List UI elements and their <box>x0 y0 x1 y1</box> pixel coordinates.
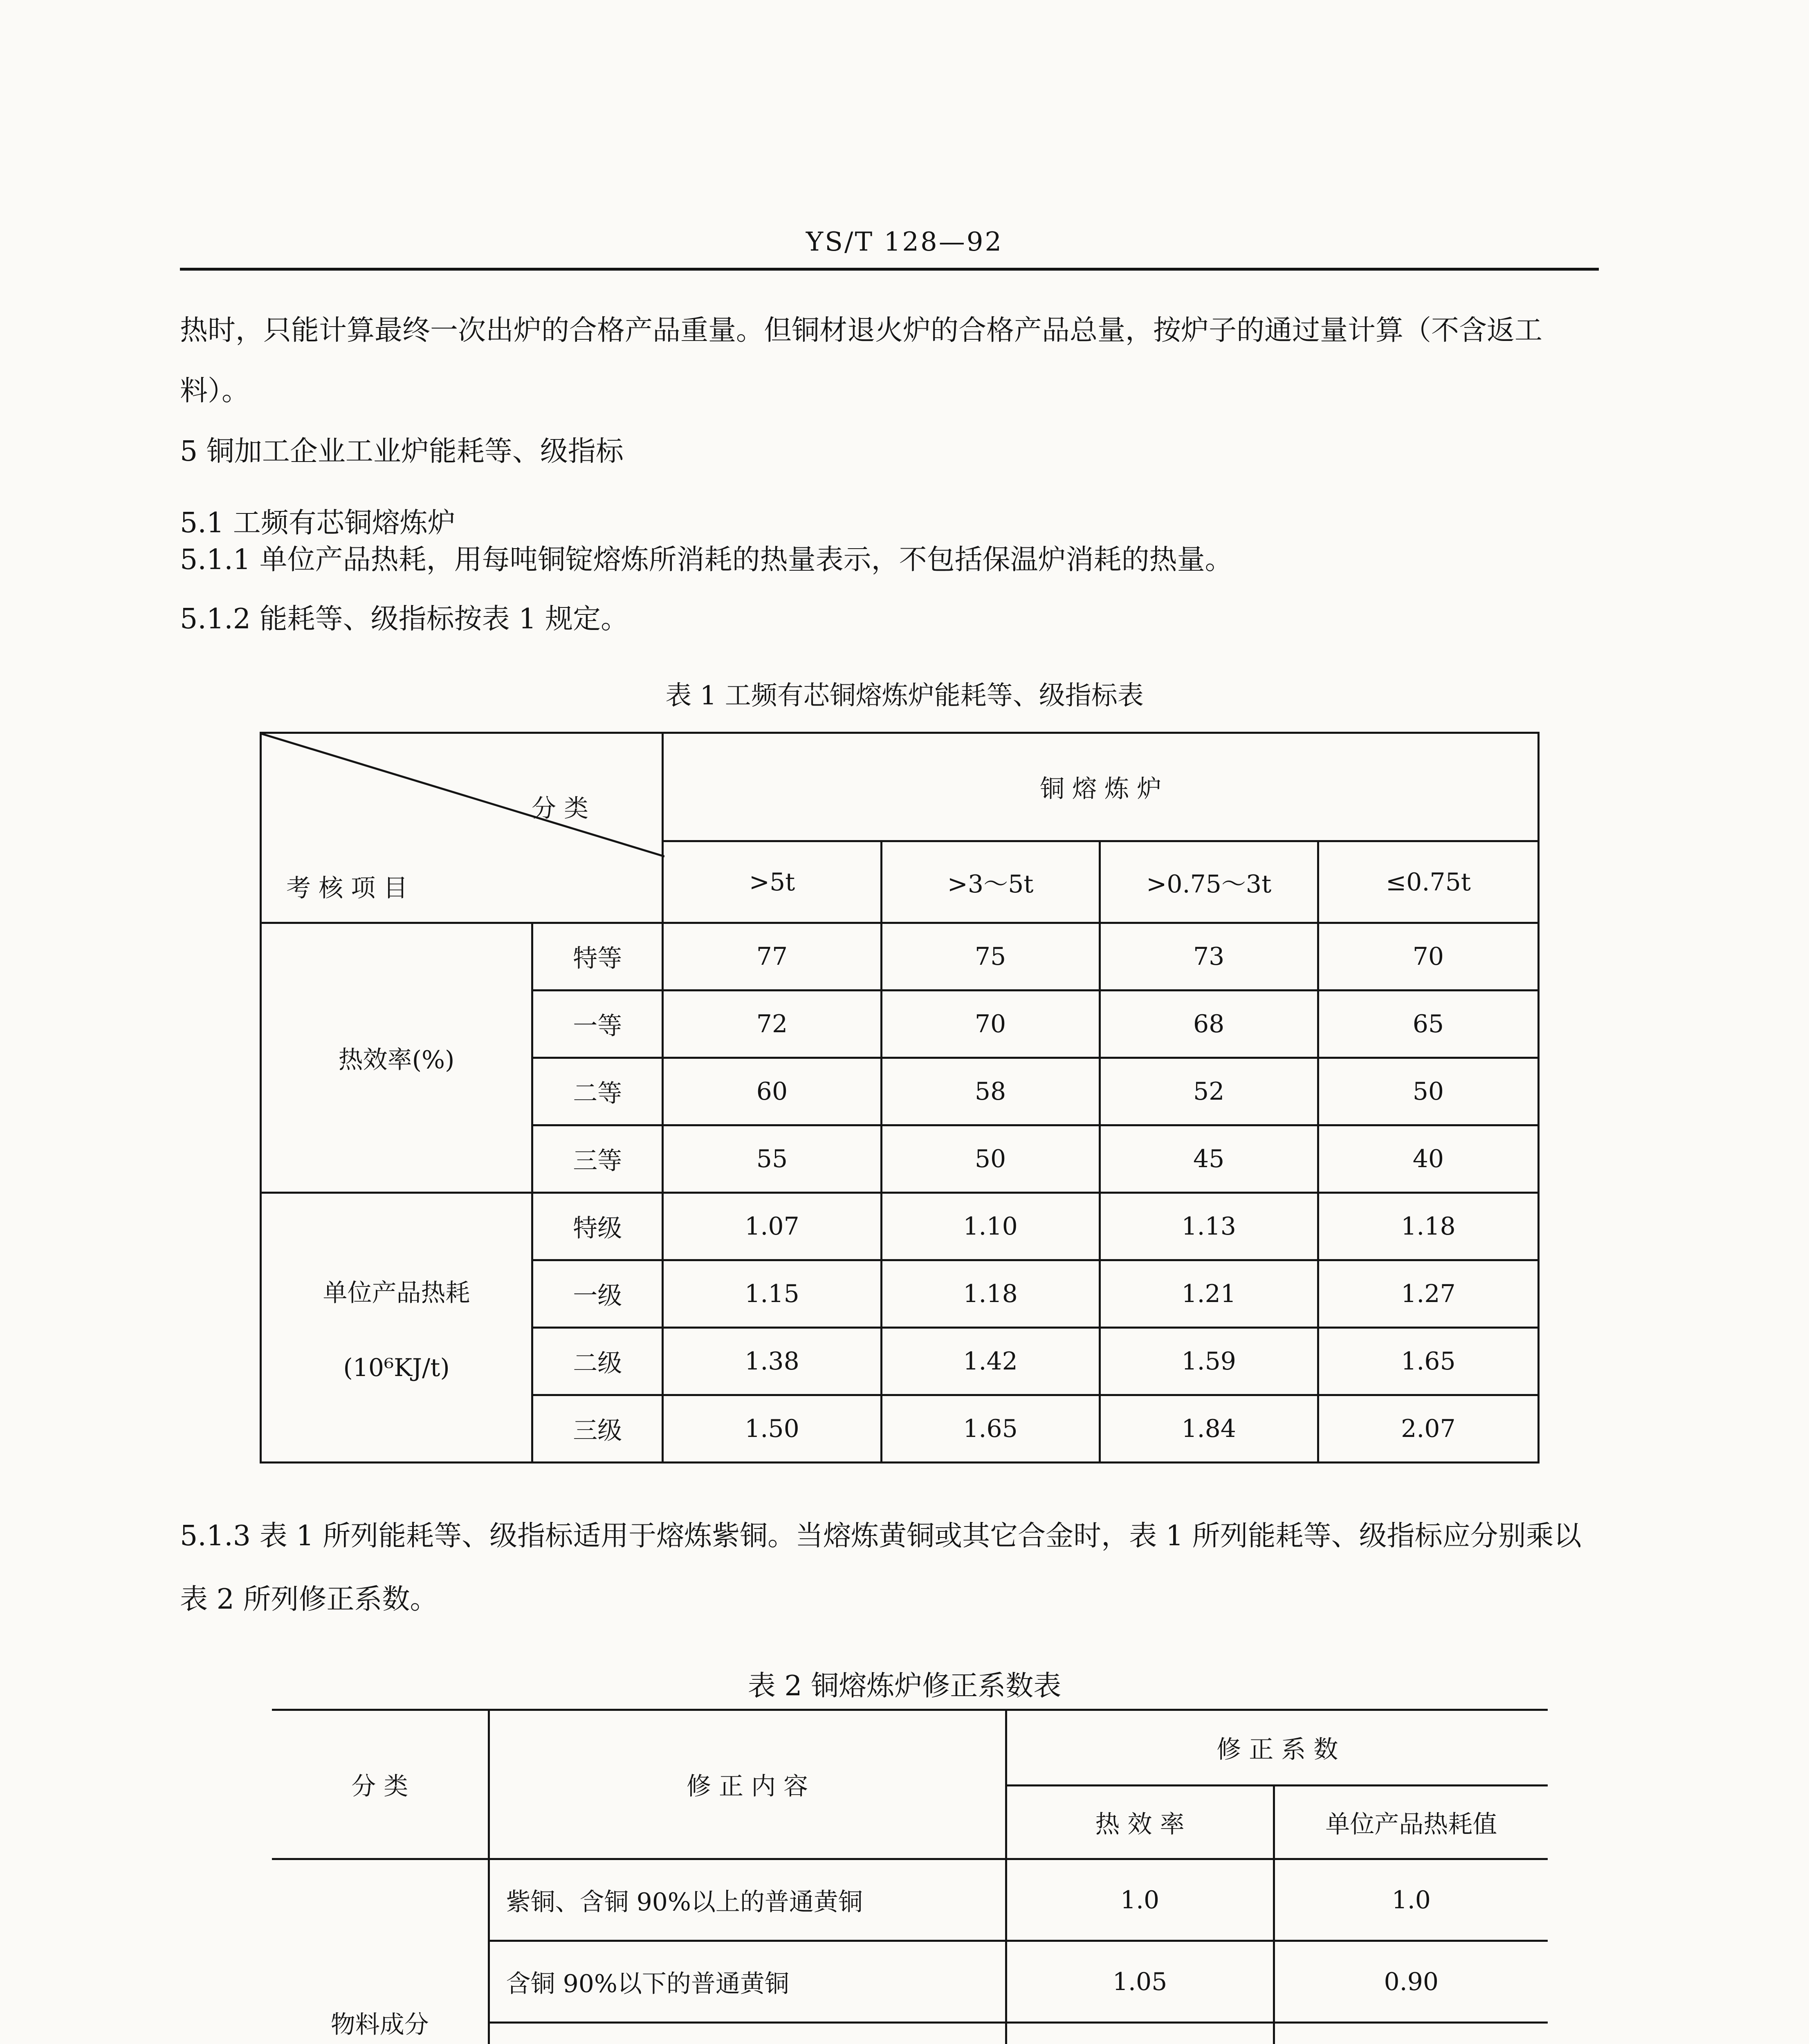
value-cell: 1.07 <box>663 1193 881 1260</box>
value-cell: 77 <box>663 923 881 991</box>
value-cell: 2.07 <box>1318 1395 1538 1463</box>
value-cell: 1.50 <box>663 1395 881 1463</box>
thermal-cell: 1.05 <box>1006 1941 1274 2023</box>
standard-code: YS/T 128—92 <box>806 227 1003 257</box>
intro-paragraph: 热时，只能计算最终一次出炉的合格产品重量。但铜材退火炉的合格产品总量，按炉子的通过量计算（不含返工料）。 <box>180 314 1543 407</box>
table-2-category-header: 分 类 <box>272 1710 489 1859</box>
value-cell: 1.59 <box>1100 1328 1318 1395</box>
value-cell: 40 <box>1318 1125 1538 1193</box>
value-cell: 52 <box>1100 1058 1318 1125</box>
content-cell <box>489 2023 1006 2044</box>
grade-cell: 二等 <box>532 1058 663 1125</box>
value-cell: 1.10 <box>881 1193 1100 1260</box>
table-2-caption: 表 2 铜熔炼炉修正系数表 <box>747 1670 1062 1702</box>
heat-cell: 1.0 <box>1274 1859 1548 1941</box>
value-cell: 1.84 <box>1100 1395 1318 1463</box>
table-2-coefficient-header: 修 正 系 数 <box>1006 1710 1548 1786</box>
grade-cell: 三级 <box>532 1395 663 1463</box>
value-cell: 65 <box>1318 991 1538 1058</box>
table-1-corner-cell <box>261 733 663 923</box>
table-2-thermal-header: 热 效 率 <box>1006 1786 1274 1859</box>
value-cell: 1.42 <box>881 1328 1100 1395</box>
value-cell: 68 <box>1100 991 1318 1058</box>
header-rule <box>180 268 1599 271</box>
table-1-col-2: >3～5t <box>881 841 1100 923</box>
table-1-caption: 表 1 工频有芯铜熔炼炉能耗等、级指标表 <box>665 681 1144 711</box>
value-cell: 70 <box>1318 923 1538 991</box>
value-cell: 70 <box>881 991 1100 1058</box>
heat-cell: 0.90 <box>1274 1941 1548 2023</box>
table-1-col-1: >5t <box>663 841 881 923</box>
clause-5-1-1: 5.1.1 单位产品热耗，用每吨铜锭熔炼所消耗的热量表示，不包括保温炉消耗的热量。 <box>180 544 1233 576</box>
value-cell: 1.21 <box>1100 1260 1318 1328</box>
thermal-cell: 1.0 <box>1006 1859 1274 1941</box>
table-row <box>261 923 1539 991</box>
value-cell: 55 <box>663 1125 881 1193</box>
value-cell: 1.18 <box>881 1260 1100 1328</box>
value-cell: 1.38 <box>663 1328 881 1395</box>
content-cell: 含铜 90%以下的普通黄铜 <box>489 1941 1006 2023</box>
table-1-corner-top: 分 类 <box>532 794 589 823</box>
thermal-cell <box>1006 2023 1274 2044</box>
table-1-col-3: >0.75～3t <box>1100 841 1318 923</box>
table-1-col-4: ≤0.75t <box>1318 841 1538 923</box>
grade-cell: 特等 <box>532 923 663 991</box>
value-cell: 45 <box>1100 1125 1318 1193</box>
value-cell: 1.27 <box>1318 1260 1538 1328</box>
value-cell: 1.65 <box>1318 1328 1538 1395</box>
clause-5-1-2: 5.1.2 能耗等、级指标按表 1 规定。 <box>180 603 629 635</box>
grade-cell: 特级 <box>532 1193 663 1260</box>
section-label-text: 单位产品热耗 <box>323 1278 470 1307</box>
grade-cell: 二级 <box>532 1328 663 1395</box>
table-1 <box>260 732 1540 1464</box>
section-unit: (10⁶KJ/t) <box>343 1353 450 1382</box>
section-5-title: 5 铜加工企业工业炉能耗等、级指标 <box>180 435 624 468</box>
grade-cell: 一级 <box>532 1260 663 1328</box>
value-cell: 1.18 <box>1318 1193 1538 1260</box>
clause-5-1-3: 5.1.3 表 1 所列能耗等、级指标适用于熔炼紫铜。当熔炼黄铜或其它合金时，表 1 所列能耗等、级指标应分别乘以表 2 所列修正系数。 <box>180 1520 1582 1616</box>
value-cell: 73 <box>1100 923 1318 991</box>
table-row <box>261 1193 1539 1260</box>
table-2-group-label: 物料成分 <box>272 1859 489 2044</box>
table-1-section-label <box>261 1193 532 1463</box>
table-1-corner-bottom: 考 核 项 目 <box>286 874 408 903</box>
table-2-heat-header: 单位产品热耗值 <box>1274 1786 1548 1859</box>
table-1-group-header: 铜 熔 炼 炉 <box>663 733 1539 841</box>
grade-cell: 三等 <box>532 1125 663 1193</box>
table-2-content-header: 修 正 内 容 <box>489 1710 1006 1859</box>
value-cell: 75 <box>881 923 1100 991</box>
value-cell: 58 <box>881 1058 1100 1125</box>
section-5-1-title: 5.1 工频有芯铜熔炼炉 <box>180 507 456 539</box>
value-cell: 50 <box>1318 1058 1538 1125</box>
value-cell: 1.65 <box>881 1395 1100 1463</box>
table-2 <box>272 1709 1548 2044</box>
table-row <box>272 1859 1548 1941</box>
value-cell: 72 <box>663 991 881 1058</box>
table-1-section-label: 热效率(%) <box>261 923 532 1193</box>
heat-cell <box>1274 2023 1548 2044</box>
value-cell: 50 <box>881 1125 1100 1193</box>
value-cell: 1.13 <box>1100 1193 1318 1260</box>
grade-cell: 一等 <box>532 991 663 1058</box>
content-cell: 紫铜、含铜 90%以上的普通黄铜 <box>489 1859 1006 1941</box>
value-cell: 60 <box>663 1058 881 1125</box>
value-cell: 1.15 <box>663 1260 881 1328</box>
